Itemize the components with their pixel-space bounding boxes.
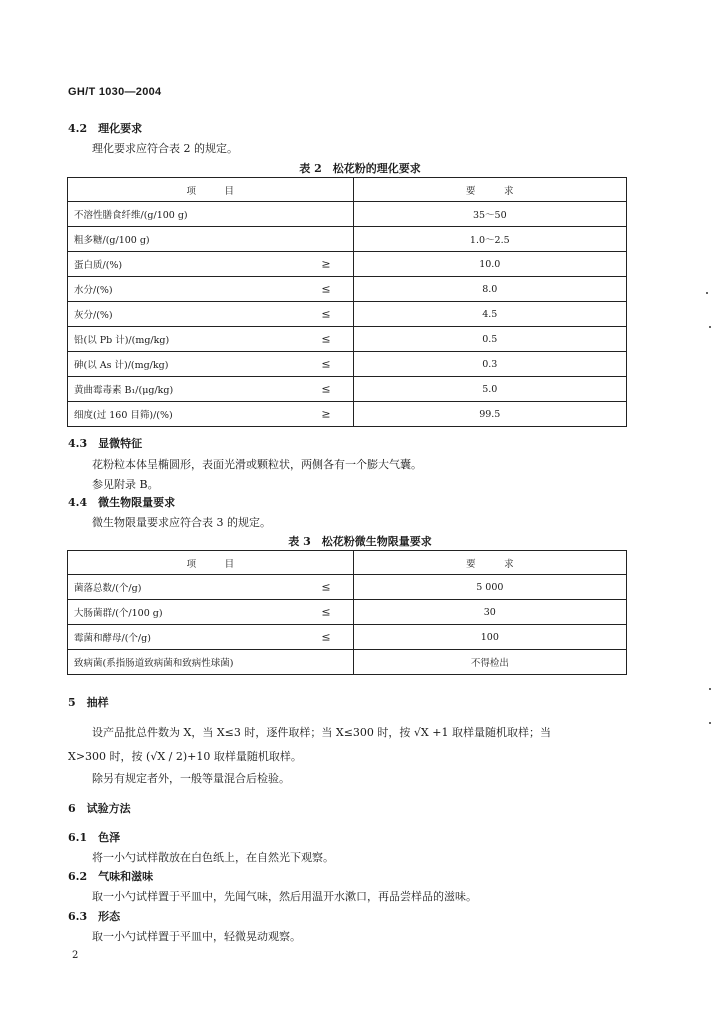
section-5-line-2: X>300 时，按 (√X / 2)+10 取样量随机取样。 — [68, 750, 302, 763]
section-6-1-heading: 6.1 色泽 — [68, 831, 121, 844]
row-item: 黄曲霉毒素 B₁/(μg/kg) ≤ — [68, 377, 354, 402]
table-row — [68, 575, 627, 600]
table-2-caption: 表 2 松花粉的理化要求 — [299, 162, 421, 175]
row-operator: ≤ — [321, 382, 331, 396]
section-4-2-heading: 4.2 理化要求 — [68, 122, 143, 135]
table-header-row — [68, 178, 627, 202]
row-item: 菌落总数/(个/g) ≤ — [68, 575, 354, 600]
table-3 — [67, 550, 627, 675]
table-row — [68, 650, 627, 675]
row-operator: ≤ — [321, 630, 331, 644]
table-row — [68, 302, 627, 327]
row-value: 10.0 — [353, 252, 626, 277]
row-value: 8.0 — [353, 277, 626, 302]
table-2 — [67, 177, 627, 427]
column-header-item: 项 目 — [68, 178, 354, 202]
table-row — [68, 352, 627, 377]
row-value: 4.5 — [353, 302, 626, 327]
section-4-2-text: 理化要求应符合表 2 的规定。 — [92, 142, 238, 155]
table-row — [68, 600, 627, 625]
column-header-requirement: 要 求 — [353, 551, 626, 575]
scan-speck — [709, 688, 711, 690]
section-5-line-1: 设产品批总件数为 X，当 X≤3 时，逐件取样；当 X≤300 时，按 √X +1 取样量随机取样；当 — [92, 726, 551, 739]
row-value: 99.5 — [353, 402, 626, 427]
row-operator: ≤ — [321, 332, 331, 346]
table-row — [68, 402, 627, 427]
row-item: 灰分/(%) ≤ — [68, 302, 354, 327]
row-item: 霉菌和酵母/(个/g) ≤ — [68, 625, 354, 650]
row-operator: ≤ — [321, 282, 331, 296]
page-number: 2 — [72, 950, 79, 961]
row-item: 铅(以 Pb 计)/(mg/kg) ≤ — [68, 327, 354, 352]
row-value: 0.5 — [353, 327, 626, 352]
column-header-requirement: 要 求 — [353, 178, 626, 202]
section-5-heading: 5 抽样 — [68, 696, 109, 709]
table-row — [68, 277, 627, 302]
row-value: 1.0～2.5 — [353, 227, 626, 252]
table-row — [68, 227, 627, 252]
section-6-heading: 6 试验方法 — [68, 802, 131, 815]
table-row — [68, 625, 627, 650]
row-item: 细度(过 160 目筛)/(%) ≥ — [68, 402, 354, 427]
section-4-3-line-2: 参见附录 B。 — [92, 478, 159, 491]
table-3-caption: 表 3 松花粉微生物限量要求 — [288, 535, 432, 548]
row-value: 100 — [353, 625, 626, 650]
row-operator: ≥ — [321, 407, 331, 421]
section-5-line-3: 除另有规定者外，一般等量混合后检验。 — [92, 772, 290, 785]
section-6-3-heading: 6.3 形态 — [68, 910, 121, 923]
row-item: 不溶性膳食纤维/(g/100 g) — [68, 202, 354, 227]
section-4-4-text: 微生物限量要求应符合表 3 的规定。 — [92, 516, 271, 529]
section-6-1-text: 将一小勺试样散放在白色纸上，在自然光下观察。 — [92, 851, 334, 864]
row-value: 5 000 — [353, 575, 626, 600]
row-item: 蛋白质/(%) ≥ — [68, 252, 354, 277]
row-item: 大肠菌群/(个/100 g) ≤ — [68, 600, 354, 625]
section-4-4-heading: 4.4 微生物限量要求 — [68, 496, 176, 509]
table-row — [68, 377, 627, 402]
section-6-3-text: 取一小勺试样置于平皿中，轻微晃动观察。 — [92, 930, 301, 943]
table-row — [68, 252, 627, 277]
row-value: 不得检出 — [353, 650, 626, 675]
row-value: 35～50 — [353, 202, 626, 227]
scan-speck — [709, 326, 711, 328]
row-operator: ≥ — [321, 257, 331, 271]
scan-speck — [709, 722, 711, 724]
row-operator: ≤ — [321, 307, 331, 321]
table-row — [68, 202, 627, 227]
section-4-3-line-1: 花粉粒本体呈椭圆形，表面光滑或颗粒状，两侧各有一个膨大气囊。 — [92, 458, 422, 471]
standard-code: GH/T 1030—2004 — [68, 86, 162, 98]
table-row — [68, 327, 627, 352]
section-6-2-text: 取一小勺试样置于平皿中，先闻气味，然后用温开水漱口，再品尝样品的滋味。 — [92, 890, 477, 903]
row-operator: ≤ — [321, 357, 331, 371]
row-value: 5.0 — [353, 377, 626, 402]
row-item: 致病菌(系指肠道致病菌和致病性球菌) — [68, 650, 354, 675]
row-value: 0.3 — [353, 352, 626, 377]
row-value: 30 — [353, 600, 626, 625]
scan-speck — [706, 292, 708, 294]
row-item: 砷(以 As 计)/(mg/kg) ≤ — [68, 352, 354, 377]
column-header-item: 项 目 — [68, 551, 354, 575]
table-header-row — [68, 551, 627, 575]
section-6-2-heading: 6.2 气味和滋味 — [68, 870, 154, 883]
row-operator: ≤ — [321, 580, 331, 594]
row-operator: ≤ — [321, 605, 331, 619]
row-item: 水分/(%) ≤ — [68, 277, 354, 302]
row-item: 粗多糖/(g/100 g) — [68, 227, 354, 252]
section-4-3-heading: 4.3 显微特征 — [68, 437, 143, 450]
